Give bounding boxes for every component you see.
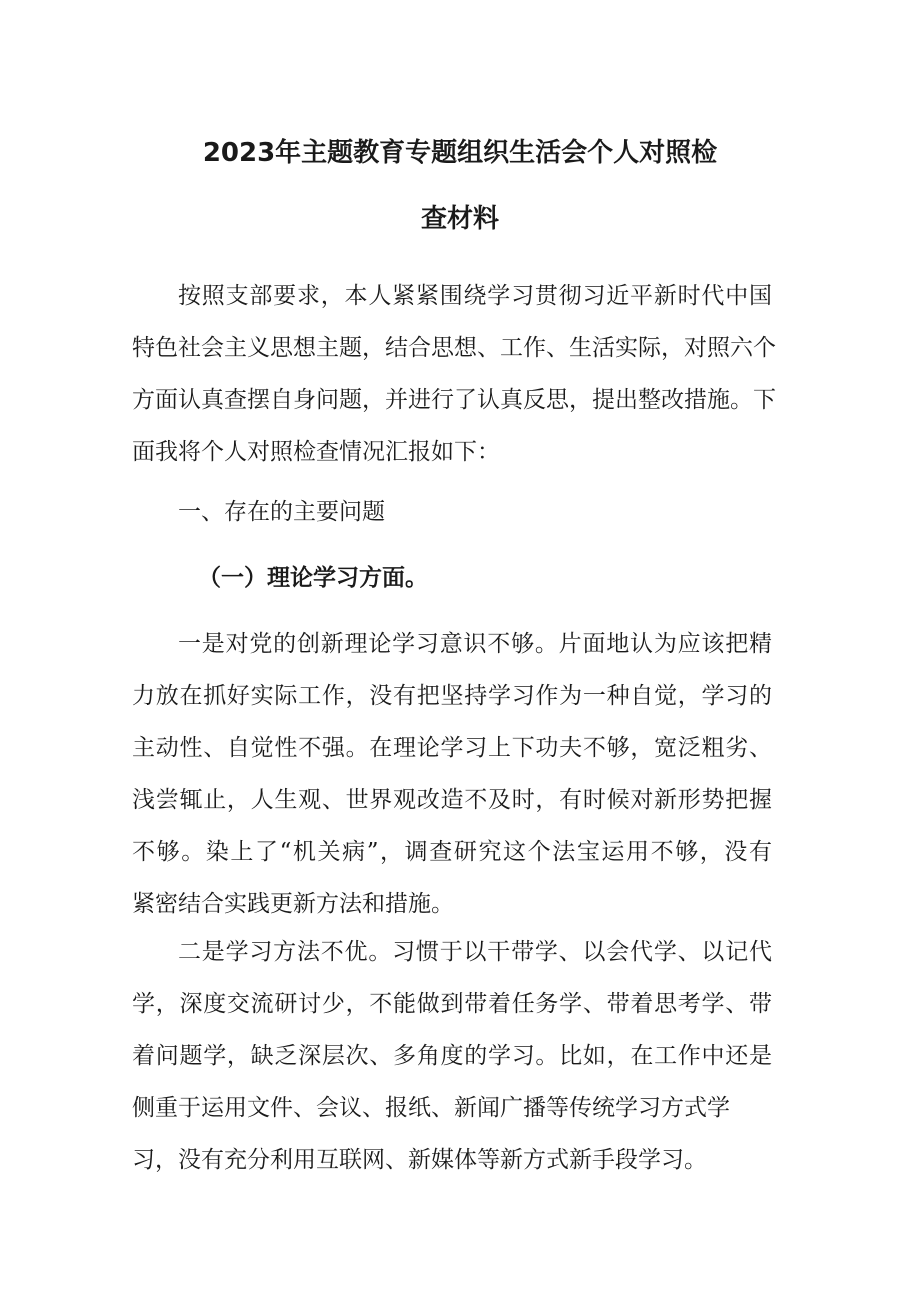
paragraph-line: 侧重于运用文件、会议、报纸、新闻广播等传统学习方式学 [132,1095,730,1121]
paragraph-line: 二是学习方法不优。习惯于以干带学、以会代学、以记代 [178,939,772,965]
subsection-heading: （一）理论学习方面。 [198,565,428,591]
paragraph-line: 着问题学，缺乏深层次、多角度的学习。比如，在工作中还是 [132,1043,772,1069]
document-title-line-2: 查材料 [420,204,499,234]
paragraph-line: 主动性、自觉性不强。在理论学习上下功夫不够，宽泛粗劣、 [132,735,772,761]
paragraph-line: 力放在抓好实际工作，没有把坚持学习作为一种自觉，学习的 [132,683,772,709]
body-paragraph-1 [132,618,772,930]
paragraph-line: 按照支部要求，本人紧紧围绕学习贯彻习近平新时代中国 [178,283,772,309]
paragraph-line: 学，深度交流研讨少，不能做到带着任务学、带着思考学、带 [132,991,772,1017]
document-title-line-1: 2023年主题教育专题组织生活会个人对照检 [202,138,718,168]
paragraph-line: 方面认真查摆自身问题，并进行了认真反思，提出整改措施。下 [132,387,776,413]
paragraph-line: 习，没有充分利用互联网、新媒体等新方式新手段学习。 [132,1147,707,1173]
paragraph-line: 一是对党的创新理论学习意识不够。片面地认为应该把精 [178,631,772,657]
section-heading: 一、存在的主要问题 [178,499,385,525]
paragraph-line: 不够。染上了“机关病”，调查研究这个法宝运用不够，没有 [132,839,772,865]
paragraph-line: 紧密结合实践更新方法和措施。 [132,891,454,917]
body-paragraph-2 [132,926,772,1186]
intro-paragraph [132,270,776,478]
paragraph-line: 特色社会主义思想主题，结合思想、工作、生活实际，对照六个 [132,335,776,361]
paragraph-line: 面我将个人对照检查情况汇报如下： [132,439,500,465]
paragraph-line: 浅尝辄止，人生观、世界观改造不及时，有时候对新形势把握 [132,787,772,813]
